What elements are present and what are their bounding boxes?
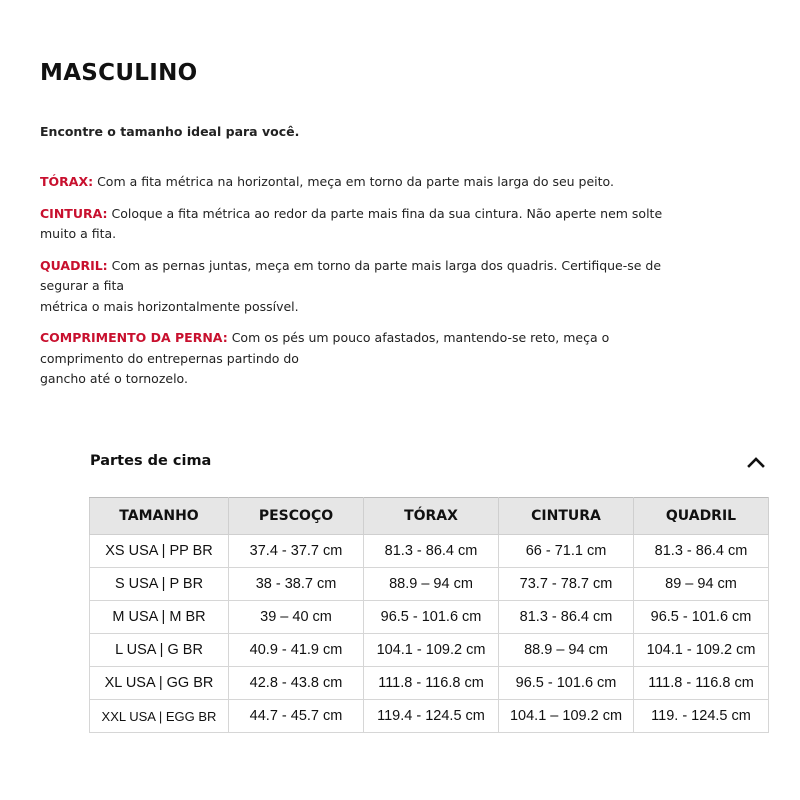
instruction-text: métrica o mais horizontalmente possível. [40,298,299,314]
measurement-instructions [40,172,680,401]
column-header-tamanho: TAMANHO [90,498,229,535]
instruction-text: comprimento do entrepernas partindo do [40,350,299,366]
cell-torax: 88.9 – 94 cm [364,568,499,601]
cell-quadril: 89 – 94 cm [634,568,769,601]
cell-size: XL USA | GG BR [90,667,229,700]
instruction-label: QUADRIL: [40,257,108,273]
table-row [90,535,769,568]
section-toggle-partes-de-cima[interactable] [90,448,770,476]
cell-size: XS USA | PP BR [90,535,229,568]
page-title: MASCULINO [40,60,198,86]
instruction-text: muito a fita. [40,226,117,241]
table-row [90,568,769,601]
cell-quadril: 111.8 - 116.8 cm [634,667,769,700]
instruction-text: Com as pernas juntas, meça em torno da parte mais larga dos quadris. Certifique-se de [111,257,662,273]
instruction-text: segurar a fita [40,278,125,293]
section-title: Partes de cima [90,453,212,469]
instruction-text: gancho até o tornozelo. [40,371,188,386]
cell-cintura: 66 - 71.1 cm [499,535,634,568]
instruction-label: COMPRIMENTO DA PERNA: [40,330,228,345]
cell-torax: 119.4 - 124.5 cm [364,700,499,733]
instruction-label: CINTURA: [40,205,108,221]
instruction-text: Com a fita métrica na horizontal, meça em torno da parte mais larga do seu peito. [97,174,614,189]
cell-torax: 104.1 - 109.2 cm [364,634,499,667]
instruction-text: Com os pés um pouco afastados, mantendo-se reto, meça o [231,330,610,345]
cell-quadril: 81.3 - 86.4 cm [634,535,769,568]
cell-size: XXL USA | EGG BR [90,700,229,733]
cell-quadril: 119. - 124.5 cm [634,700,769,733]
instruction-torax [40,172,680,193]
cell-size: S USA | P BR [90,568,229,601]
column-header-cintura: CINTURA [499,498,634,535]
instruction-label: TÓRAX: [40,174,94,189]
cell-cintura: 81.3 - 86.4 cm [499,601,634,634]
table-row [90,667,769,700]
chevron-up-icon[interactable] [746,452,766,472]
table-header-row [90,498,769,535]
cell-quadril: 104.1 - 109.2 cm [634,634,769,667]
cell-cintura: 88.9 – 94 cm [499,634,634,667]
cell-quadril: 96.5 - 101.6 cm [634,601,769,634]
cell-pescoco: 39 – 40 cm [229,601,364,634]
size-table [89,497,769,733]
cell-size: L USA | G BR [90,634,229,667]
cell-cintura: 96.5 - 101.6 cm [499,667,634,700]
cell-cintura: 104.1 – 109.2 cm [499,700,634,733]
cell-pescoco: 44.7 - 45.7 cm [229,700,364,733]
cell-cintura: 73.7 - 78.7 cm [499,568,634,601]
table-row [90,634,769,667]
instruction-cintura [40,204,680,245]
instruction-quadril [40,256,680,318]
cell-torax: 111.8 - 116.8 cm [364,667,499,700]
table-row [90,700,769,733]
cell-torax: 81.3 - 86.4 cm [364,535,499,568]
cell-pescoco: 42.8 - 43.8 cm [229,667,364,700]
intro-text: Encontre o tamanho ideal para você. [40,124,300,139]
cell-pescoco: 40.9 - 41.9 cm [229,634,364,667]
cell-pescoco: 38 - 38.7 cm [229,568,364,601]
table-row [90,601,769,634]
instruction-text: Coloque a fita métrica ao redor da parte mais fina da sua cintura. Não aperte nem solte [111,205,663,221]
column-header-pescoco: PESCOÇO [229,498,364,535]
cell-torax: 96.5 - 101.6 cm [364,601,499,634]
cell-pescoco: 37.4 - 37.7 cm [229,535,364,568]
instruction-comprimento-perna [40,328,680,390]
column-header-quadril: QUADRIL [634,498,769,535]
cell-size: M USA | M BR [90,601,229,634]
column-header-torax: TÓRAX [364,498,499,535]
